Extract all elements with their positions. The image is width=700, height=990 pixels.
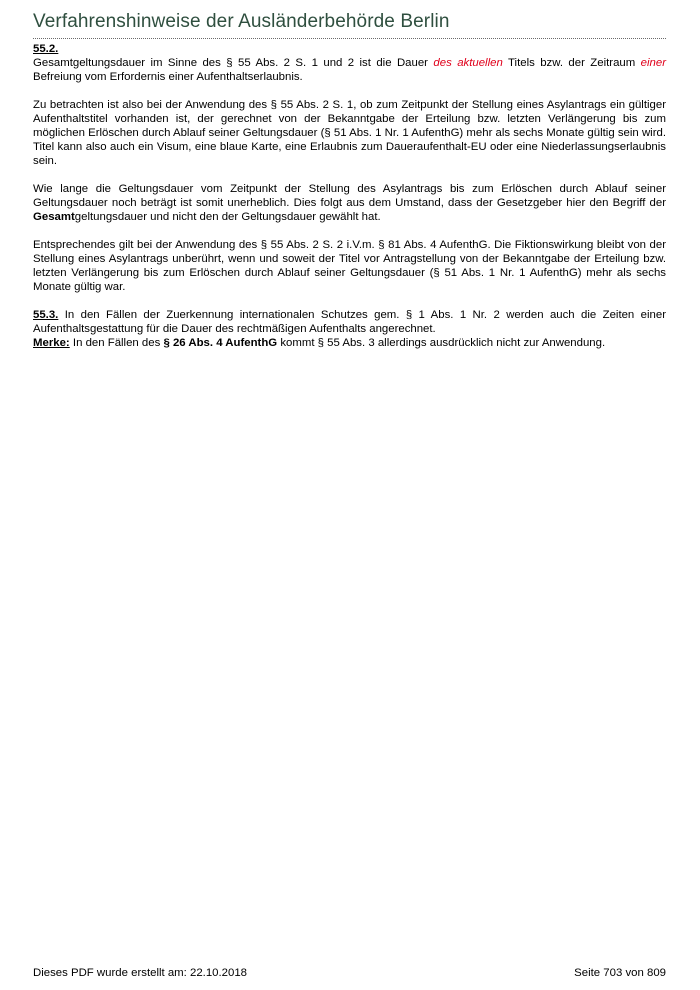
header-divider	[33, 38, 666, 39]
paragraph-55-2-fiction: Entsprechendes gilt bei der Anwendung des § 55 Abs. 2 S. 2 i.V.m. § 81 Abs. 4 AufenthG. Die Fiktionswirkung bleibt von der Stellung eines Asylantrags unberührt, wenn und soweit der Titel vor Antragstellung von der Bekanntgabe der Erteilung bzw. letzten Verlängerung bis zum Erlöschen durch Ablauf seiner Geltungsdauer (§ 51 Abs. 1 Nr. 1 AufenthG) mehr als sechs Monate gültig war.	[33, 239, 666, 293]
paragraph-55-3	[33, 308, 666, 350]
paragraph-55-2-duration	[33, 182, 666, 224]
text-segment: Titels bzw. der Zeitraum	[502, 57, 641, 69]
text-segment: geltungsdauer und nicht den der Geltungsdauer gewählt hat.	[74, 211, 381, 223]
footer-page-number: Seite 703 von 809	[574, 967, 666, 979]
bold-reference: § 26 Abs. 4 AufenthG	[163, 337, 278, 349]
document-body	[33, 42, 666, 350]
text-segment: In den Fällen des	[69, 337, 164, 349]
bold-term: Gesamt	[33, 211, 75, 223]
paragraph-55-2-intro	[33, 42, 666, 84]
footer-created-date: Dieses PDF wurde erstellt am: 22.10.2018	[33, 967, 247, 979]
section-number-55-3: 55.3.	[33, 309, 59, 321]
text-segment: Wie lange die Geltungsdauer vom Zeitpunkt der Stellung des Asylantrags bis zum Erlöschen durch Ablauf seiner Geltungsdauer noch beträgt ist somit unerheblich. Dies folgt aus dem Umstand, dass der Gesetzgeber hier den Begriff der	[33, 183, 666, 209]
text-segment: kommt § 55 Abs. 3 allerdings ausdrücklich nicht zur Anwendung.	[277, 337, 606, 349]
text-segment: In den Fällen der Zuerkennung internationalen Schutzes gem. § 1 Abs. 1 Nr. 2 werden auch die Zeiten einer Aufenthaltsgestattung für die Dauer des rechtmäßigen Aufenthalts angerechnet.	[33, 309, 666, 335]
section-number-55-2: 55.2.	[33, 43, 59, 55]
text-segment: Befreiung vom Erfordernis einer Aufenthaltserlaubnis.	[33, 71, 303, 83]
highlight-red-text: des aktuellen	[433, 57, 503, 69]
note-label: Merke:	[33, 337, 70, 349]
text-segment: Gesamtgeltungsdauer im Sinne des § 55 Abs. 2 S. 1 und 2 ist die Dauer	[33, 57, 434, 69]
page-header-title: Verfahrenshinweise der Ausländerbehörde Berlin	[33, 11, 450, 32]
highlight-red-text: einer	[640, 57, 667, 69]
paragraph-55-2-consideration: Zu betrachten ist also bei der Anwendung des § 55 Abs. 2 S. 1, ob zum Zeitpunkt der Stellung eines Asylantrags ein gültiger Aufenthaltstitel vorhanden ist, der gerechnet von der Bekanntgabe der Erteilung bzw. letzten Verlängerung bis zum möglichen Erlöschen durch Ablauf seiner Geltungsdauer (§ 51 Abs. 1 Nr. 1 AufenthG) mehr als sechs Monate gültig sein wird. Titel kann also auch ein Visum, eine blaue Karte, eine Erlaubnis zum Daueraufenthalt-EU oder eine Niederlassungserlaubnis sein.	[33, 99, 666, 167]
